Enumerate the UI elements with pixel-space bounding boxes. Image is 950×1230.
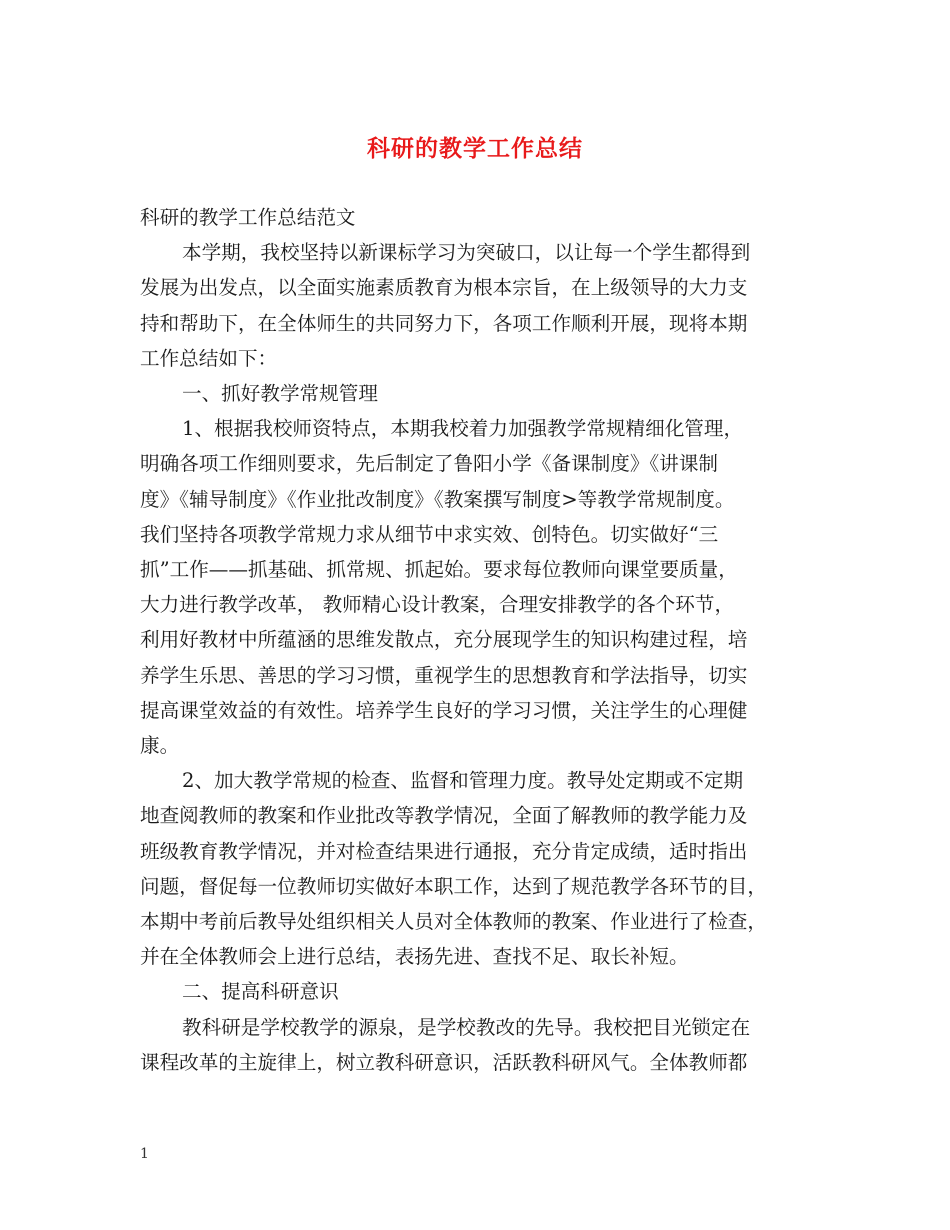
body-line: 班级教育教学情况，并对检查结果进行通报，充分肯定成绩，适时指出 [140,839,748,863]
body-line: 本期中考前后教导处组织相关人员对全体教师的教案、作业进行了检查， [140,910,767,934]
body-line: 1、根据我校师资特点，本期我校着力加强教学常规精细化管理， [182,417,744,441]
body-line: 提高课堂效益的有效性。培养学生良好的学习习惯，关注学生的心理健 [140,698,748,722]
body-line: 并在全体教师会上进行总结，表扬先进、查找不足、取长补短。 [140,945,689,969]
body-line: 科研的教学工作总结范文 [140,206,356,229]
page-number: 1 [140,1146,149,1162]
body-line: 一、抓好教学常规管理 [182,382,378,406]
body-line: 持和帮助下，在全体师生的共同努力下，各项工作顺利开展，现将本期 [140,311,748,335]
document-body [140,200,830,1080]
body-line: 教科研是学校教学的源泉，是学校教改的先导。我校把目光锁定在 [182,1015,751,1039]
document-title: 科研的教学工作总结 [367,135,583,162]
body-line: 养学生乐思、善思的学习习惯，重视学生的思想教育和学法指导，切实 [140,663,748,687]
body-line: 我们坚持各项教学常规力求从细节中求实效、创特色。切实做好“三 [140,522,719,546]
body-line: 二、提高科研意识 [182,980,339,1004]
body-line: 工作总结如下： [140,346,278,370]
body-line: 课程改革的主旋律上，树立教科研意识，活跃教科研风气。全体教师都 [140,1050,748,1074]
body-line: 本学期，我校坚持以新课标学习为突破口，以让每一个学生都得到 [182,241,751,265]
body-line: 度》《辅导制度》《作业批改制度》《教案撰写制度>等教学常规制度。 [140,487,735,511]
body-line: 发展为出发点，以全面实施素质教育为根本宗旨，在上级领导的大力支 [140,276,748,300]
body-line: 抓”工作——抓基础、抓常规、抓起始。要求每位教师向课堂要质量， [140,558,738,582]
body-line: 利用好教材中所蕴涵的思维发散点，充分展现学生的知识构建过程，培 [140,628,748,652]
body-line: 问题，督促每一位教师切实做好本职工作，达到了规范教学各环节的目， [140,874,767,898]
body-line: 明确各项工作细则要求，先后制定了鲁阳小学《备课制度》《讲课制 [140,452,719,476]
body-line: 2、加大教学常规的检查、监督和管理力度。教导处定期或不定期 [182,769,744,793]
body-line: 康。 [140,734,180,758]
body-line: 大力进行教学改革， 教师精心设计教案，合理安排教学的各个环节， [140,593,735,617]
body-line: 地查阅教师的教案和作业批改等教学情况，全面了解教师的教学能力及 [140,804,748,828]
